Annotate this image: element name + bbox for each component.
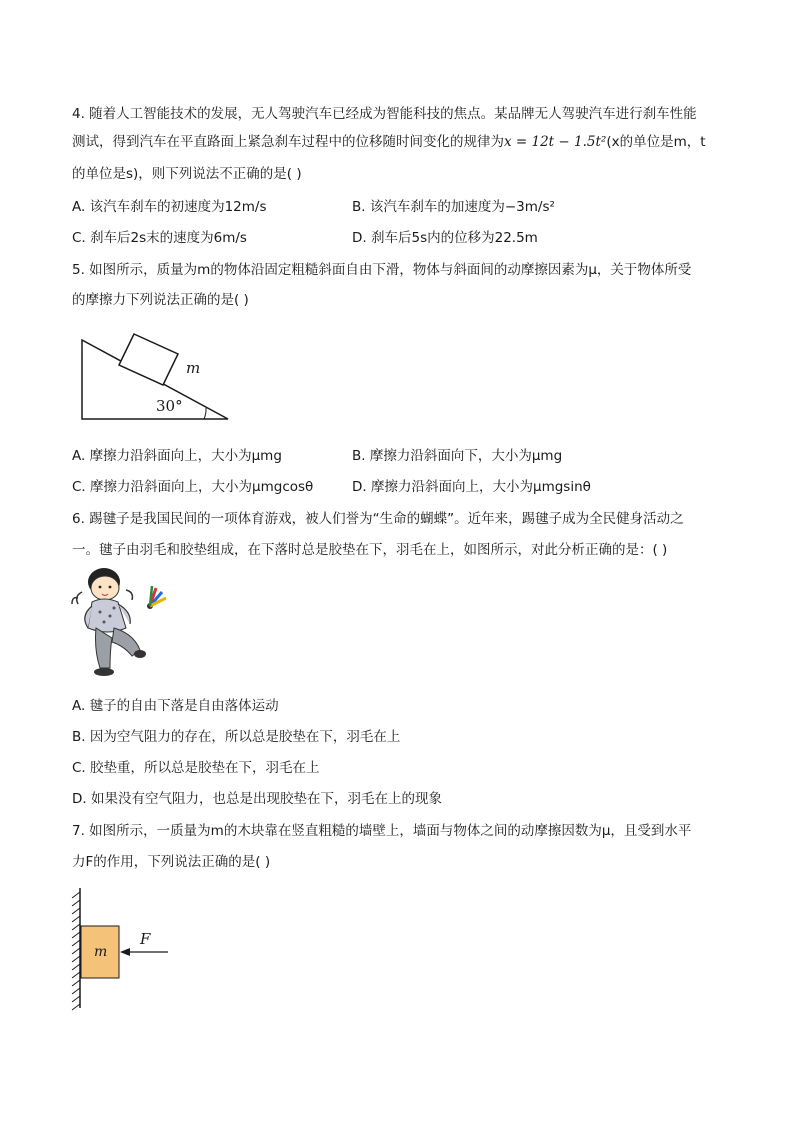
q5-stem-line2: 的摩擦力下列说法正确的是( ) [72, 292, 249, 308]
shuttlecock-kicking-illustration [70, 562, 176, 686]
incline-mass-label: m [186, 359, 201, 377]
q6-option-a[interactable]: A. 毽子的自由下落是自由落体运动 [72, 698, 279, 714]
q6-option-b[interactable]: B. 因为空气阻力的存在，所以总是胶垫在下，羽毛在上 [72, 729, 401, 745]
force-arrow-head [120, 948, 130, 956]
q4-stem-line1: 4. 随着人工智能技术的发展，无人驾驶汽车已经成为智能科技的焦点。某品牌无人驾驶汽车进行刹车性能 [72, 106, 697, 122]
q4-stem-line2-units: (x的单位是m，t [606, 134, 706, 150]
child-shoe-right [134, 650, 146, 658]
q4-stem-line2-text: 测试，得到汽车在平直路面上紧急刹车过程中的位移随时间变化的规律为 [72, 134, 504, 150]
wall-block-diagram [68, 884, 178, 1012]
incline-block [119, 334, 178, 385]
q5-option-a[interactable]: A. 摩擦力沿斜面向上，大小为μmg [72, 448, 282, 464]
child-pants [96, 628, 113, 668]
incline-diagram [78, 330, 238, 422]
wall-block-mass-label: m [94, 944, 108, 960]
child-face [91, 576, 119, 600]
q5-option-c[interactable]: C. 摩擦力沿斜面向上，大小为μmgcosθ [72, 479, 314, 495]
q5-option-d[interactable]: D. 摩擦力沿斜面向上，大小为μmgsinθ [352, 479, 591, 495]
q4-option-c[interactable]: C. 刹车后2s末的速度为6m/s [72, 230, 247, 246]
q5-option-b[interactable]: B. 摩擦力沿斜面向下，大小为μmg [352, 448, 563, 464]
child-shirt [88, 599, 126, 632]
q6-stem-line1: 6. 踢毽子是我国民间的一项体育游戏，被人们誉为“生命的蝴蝶”。近年来，踢毽子成为全民健身活动之 [72, 511, 684, 527]
q7-stem-line1: 7. 如图所示，一质量为m的木块靠在竖直粗糙的墙壁上，墙面与物体之间的动摩擦因数为μ，且受到水平 [72, 823, 692, 839]
pigtail-left [72, 592, 82, 604]
angle-arc [204, 408, 206, 419]
pigtail-right [126, 590, 132, 600]
q4-stem-line3: 的单位是s)，则下列说法不正确的是( ) [72, 166, 302, 182]
q7-stem-line2: 力F的作用，下列说法正确的是( ) [72, 854, 271, 870]
shuttlecock-icon [147, 586, 166, 609]
q4-option-a[interactable]: A. 该汽车刹车的初速度为12m/s [72, 199, 267, 215]
q6-option-c[interactable]: C. 胶垫重，所以总是胶垫在下，羽毛在上 [72, 760, 320, 776]
q5-stem-line1: 5. 如图所示，质量为m的物体沿固定粗糙斜面自由下滑，物体与斜面间的动摩擦因素为μ，关于物体所受 [72, 262, 692, 278]
wall-hatching [72, 892, 80, 1010]
q6-option-d[interactable]: D. 如果没有空气阻力，也总是出现胶垫在下，羽毛在上的现象 [72, 791, 442, 807]
q4-option-b[interactable]: B. 该汽车刹车的加速度为−3m/s² [352, 199, 555, 215]
q4-option-d[interactable]: D. 刹车后5s内的位移为22.5m [352, 230, 538, 246]
q6-stem-line2: 一。毽子由羽毛和胶垫组成，在下落时总是胶垫在下，羽毛在上，如图所示，对此分析正确的是：( ) [72, 542, 668, 558]
q4-stem-line2 [72, 132, 706, 152]
incline-angle-label: 30° [156, 397, 183, 415]
q4-displacement-formula: x = 12t − 1.5t² [504, 134, 607, 150]
child-shoe-left [94, 668, 114, 676]
force-label: F [140, 930, 151, 948]
